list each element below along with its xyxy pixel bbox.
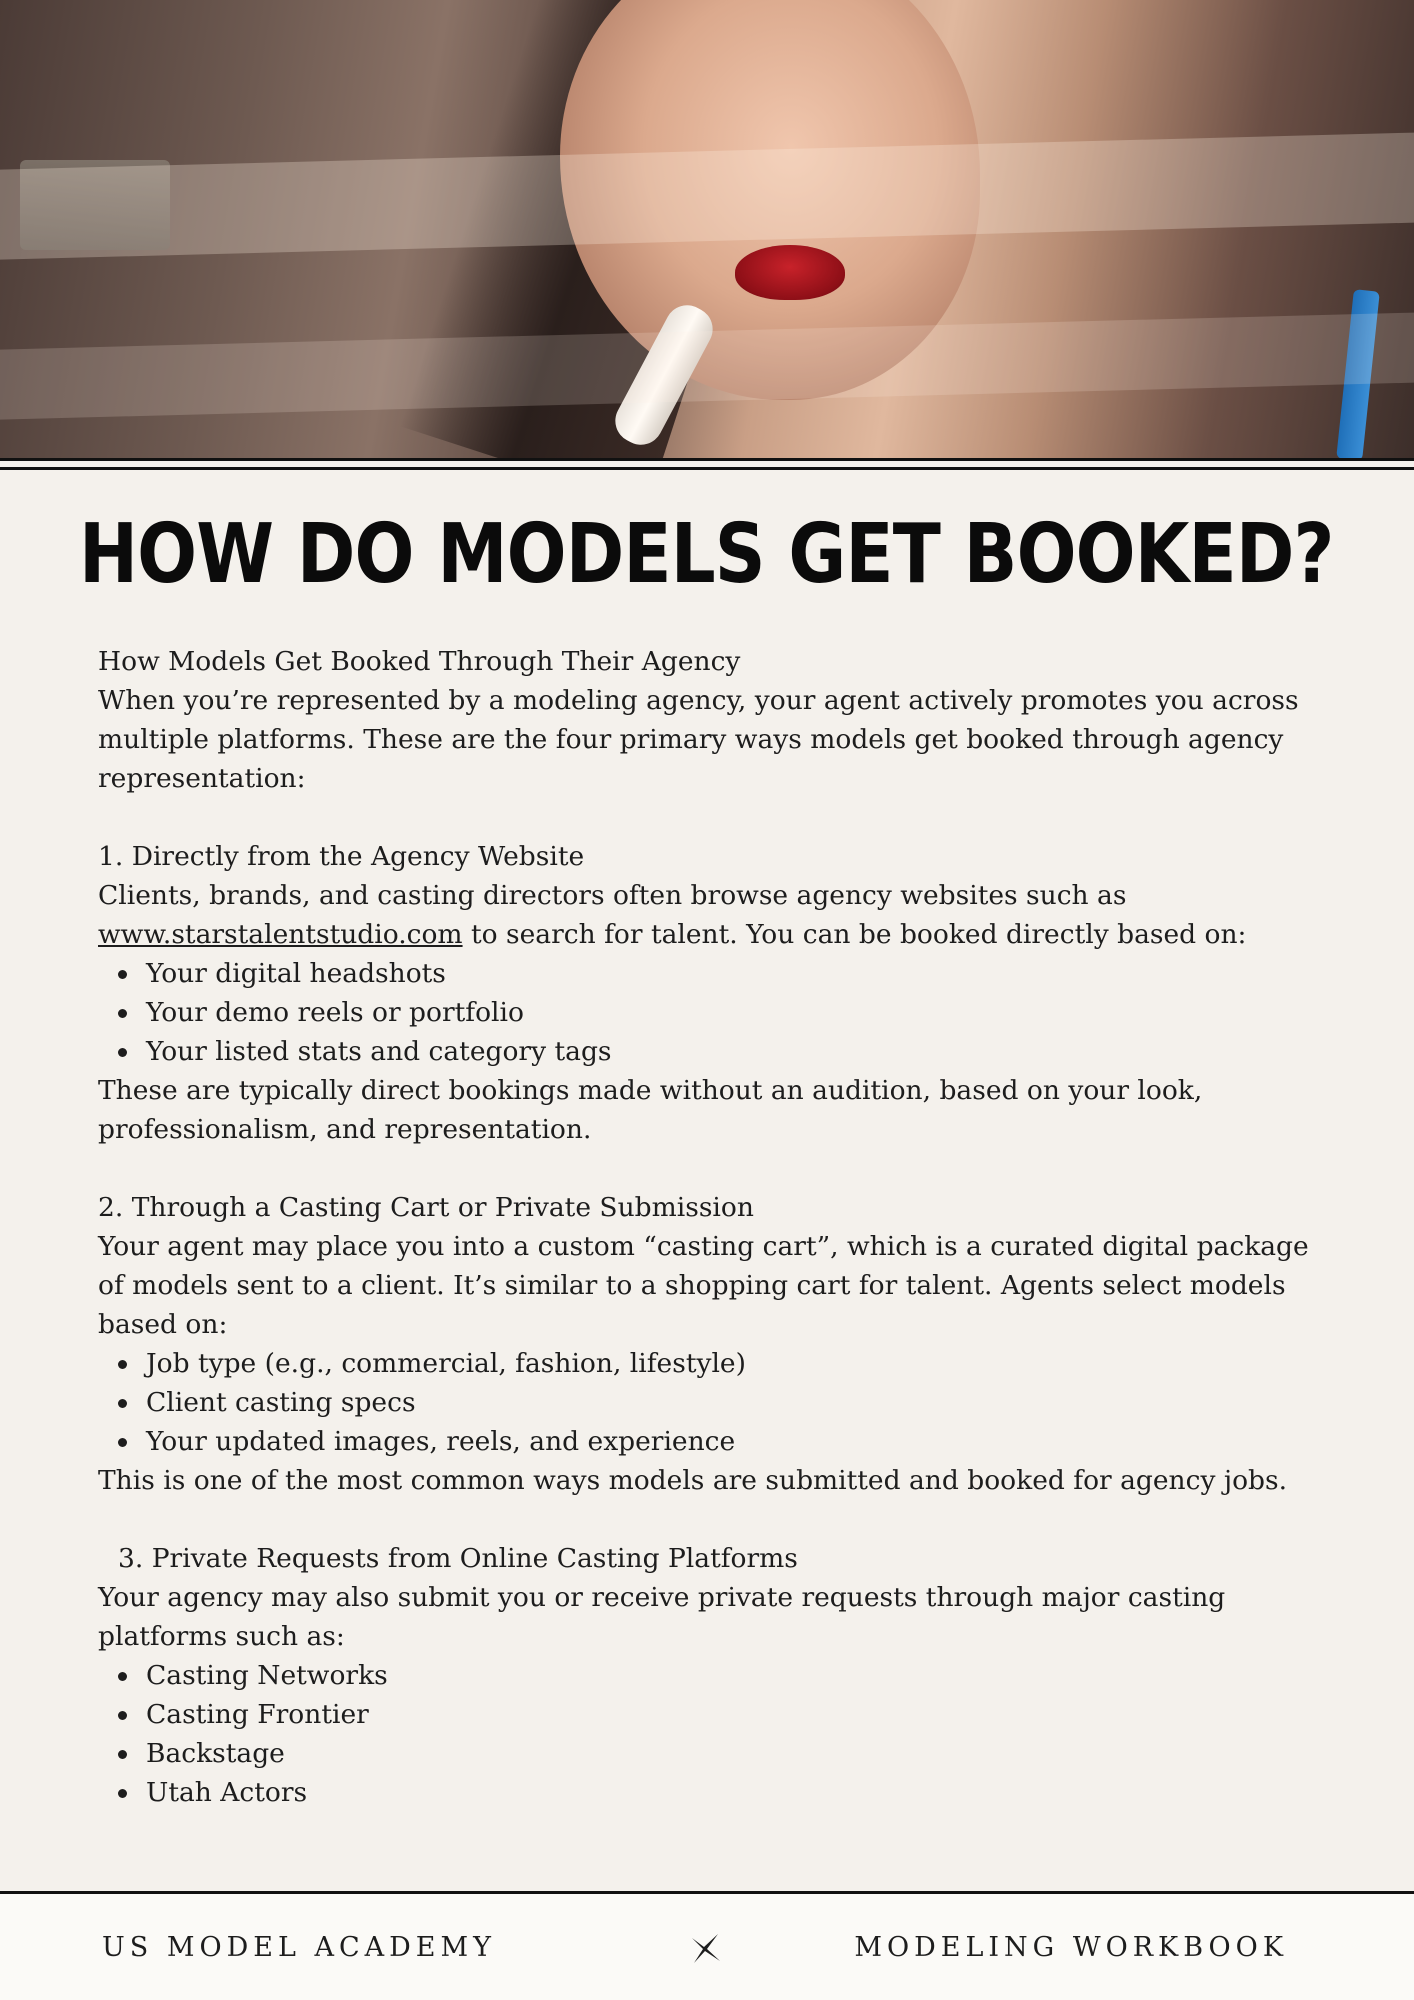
agency-website-link[interactable]: www.starstalentstudio.com [98, 919, 463, 950]
page-title: HOW DO MODELS GET BOOKED? [79, 507, 1334, 602]
hero-lips [735, 245, 845, 300]
section2-closing: This is one of the most common ways models are submitted and booked for agency jobs. [98, 1465, 1288, 1496]
intro-text: When you’re represented by a modeling agency, your agent actively promotes you across multiple platforms. These are the four primary ways models get booked through agency representation: [98, 685, 1299, 794]
body-content [98, 642, 1338, 1812]
four-point-star-icon [688, 1930, 724, 1966]
section2-heading: 2. Through a Casting Cart or Private Submission [98, 1192, 754, 1223]
list-item: Job type (e.g., commercial, fashion, lifestyle) [98, 1344, 1338, 1383]
divider-line [0, 467, 1414, 470]
hero-photo [0, 0, 1414, 458]
footer-brand: US MODEL ACADEMY [102, 1932, 496, 1963]
list-item: Backstage [98, 1734, 1338, 1773]
list-item: Utah Actors [98, 1773, 1338, 1812]
list-item: Casting Networks [98, 1656, 1338, 1695]
section3-text: Your agency may also submit you or receive private requests through major casting platforms such as: [98, 1582, 1226, 1652]
list-item: Your demo reels or portfolio [98, 993, 1338, 1032]
list-item: Your listed stats and category tags [98, 1032, 1338, 1071]
spacer [98, 798, 1338, 837]
section1-text-after-link: to search for talent. You can be booked directly based on: [462, 919, 1247, 950]
section2-list [98, 1344, 1338, 1461]
section1-text [98, 876, 1338, 954]
list-item: Casting Frontier [98, 1695, 1338, 1734]
divider-line [0, 458, 1414, 461]
list-item: Your updated images, reels, and experience [98, 1422, 1338, 1461]
section3-list [98, 1656, 1338, 1812]
section3-heading: 3. Private Requests from Online Casting Platforms [118, 1543, 798, 1574]
footer-workbook-label: MODELING WORKBOOK [854, 1932, 1288, 1963]
spacer [98, 1500, 1338, 1539]
section2-text: Your agent may place you into a custom “casting cart”, which is a curated digital package of models sent to a client. It’s similar to a shopping cart for talent. Agents select models based on: [98, 1231, 1309, 1340]
list-item: Your digital headshots [98, 954, 1338, 993]
intro-heading: How Models Get Booked Through Their Agency [98, 646, 741, 677]
section1-heading: 1. Directly from the Agency Website [98, 841, 585, 872]
spacer [98, 1149, 1338, 1188]
list-item: Client casting specs [98, 1383, 1338, 1422]
section1-list [98, 954, 1338, 1071]
section1-text-before-link: Clients, brands, and casting directors often browse agency websites such as [98, 880, 1127, 911]
section1-closing: These are typically direct bookings made without an audition, based on your look, professionalism, and representation. [98, 1075, 1203, 1145]
